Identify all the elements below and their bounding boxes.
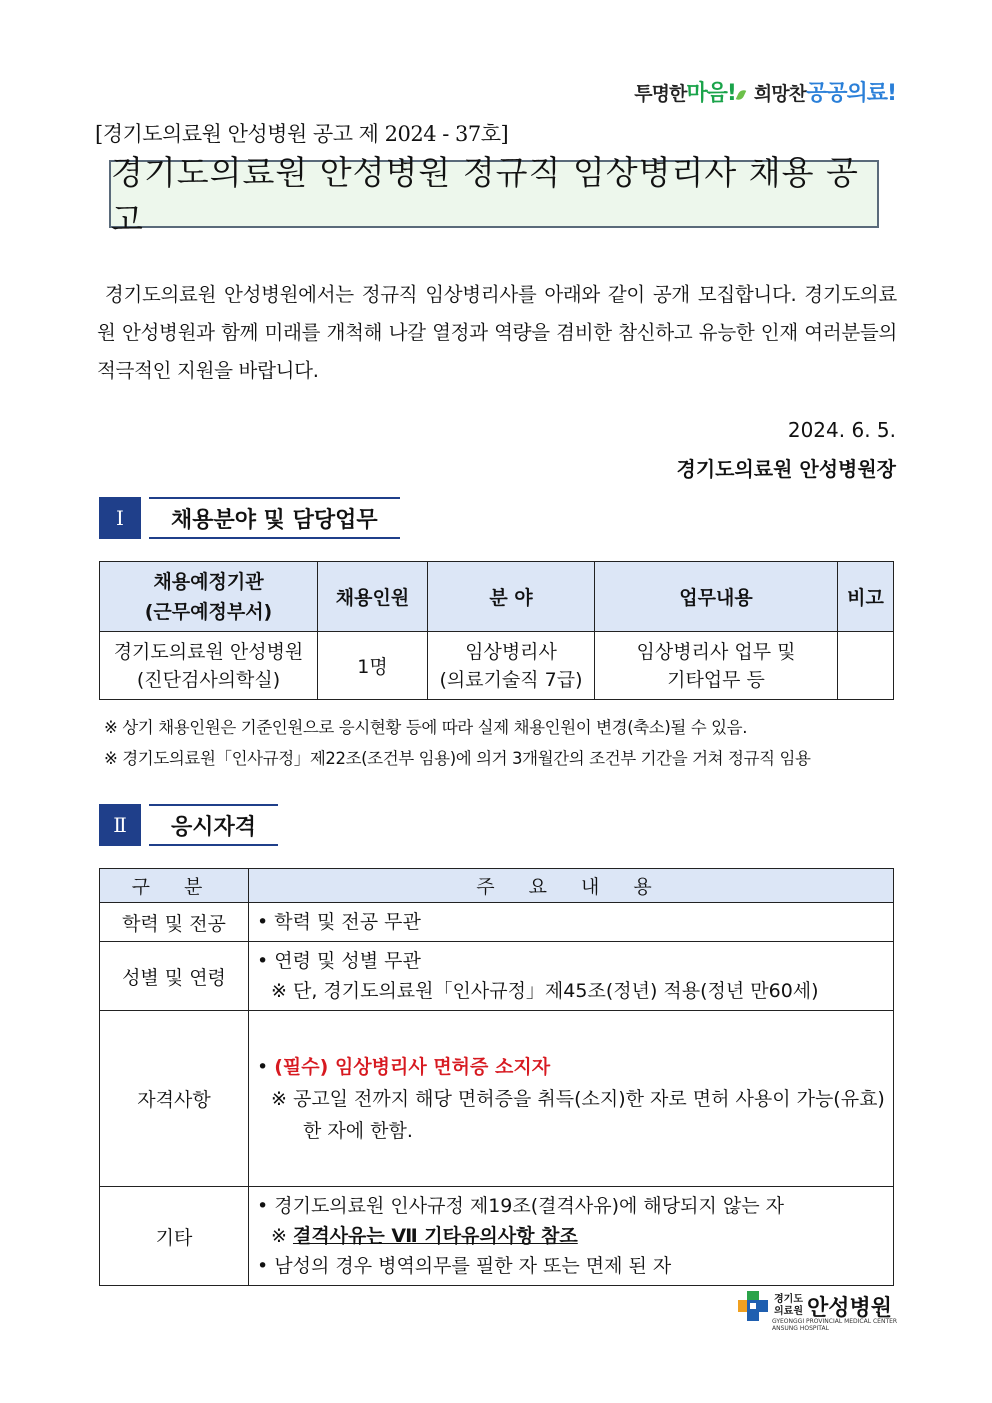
content-line: • 학력 및 전공 무관 xyxy=(257,911,421,933)
header-field: 분 야 xyxy=(428,562,595,632)
notice-number: [경기도의료원 안성병원 공고 제 2024 - 37호] xyxy=(95,122,509,146)
section-2-number: Ⅱ xyxy=(99,804,141,846)
content-line: 한 자에 한함. xyxy=(303,1119,413,1142)
cell-content xyxy=(249,903,894,942)
cell-duty: 임상병리사 업무 및 기타업무 등 xyxy=(595,632,838,700)
cell-category: 성별 및 연령 xyxy=(100,942,249,1011)
header-slogan xyxy=(634,76,896,107)
cell-field: 임상병리사 (의료기술직 7급) xyxy=(428,632,595,700)
logo-eng-1: GYEONGGI PROVINCIAL MEDICAL CENTER xyxy=(772,1318,898,1325)
logo-small-2: 의료원 xyxy=(774,1306,803,1317)
content-line: ※ 공고일 전까지 해당 면허증을 취득(소지)한 자로 면허 사용이 가능(유효) xyxy=(271,1087,885,1110)
notice-date: 2024. 6. 5. xyxy=(787,418,896,442)
content-line xyxy=(257,1051,885,1083)
qualification-table-header xyxy=(100,869,894,903)
slogan-part3: 희망찬 xyxy=(753,83,806,105)
leaf-icon xyxy=(736,88,747,101)
content-line: • 연령 및 성별 무관 xyxy=(257,950,421,972)
cell-note xyxy=(838,632,894,700)
cell-content xyxy=(249,1187,894,1286)
header-count: 채용인원 xyxy=(318,562,428,632)
bullet: • xyxy=(257,1055,275,1078)
header-duty: 업무내용 xyxy=(595,562,838,632)
content-line: • 남성의 경우 병역의무를 필한 자 또는 면제 된 자 xyxy=(257,1255,672,1277)
content-line xyxy=(257,1221,885,1251)
slogan-part1: 투명한 xyxy=(634,83,687,105)
intro-text: 경기도의료원 안성병원에서는 정규직 임상병리사를 아래와 같이 공개 모집합니다. 경기도의료원 안성병원과 함께 미래를 개척해 나갈 열정과 역량을 겸비한 참신하고 유능한 인재 여러분들의 적극적인 지원을 바랍니다. xyxy=(97,283,897,382)
cell-org: 경기도의료원 안성병원 (진단검사의학실) xyxy=(100,632,318,700)
table-row xyxy=(100,903,894,942)
page-title-text: 경기도의료원 안성병원 정규직 임상병리사 채용 공고 xyxy=(111,153,859,239)
issuer: 경기도의료원 안성병원장 xyxy=(676,457,896,481)
cell-category: 학력 및 전공 xyxy=(100,903,249,942)
logo-english xyxy=(772,1318,897,1332)
note-2: ※ 경기도의료원「인사규정」제22조(조건부 임용)에 의거 3개월간의 조건부 기간을 거쳐 정규직 임용 xyxy=(104,749,811,768)
content-line: • 경기도의료원 인사규정 제19조(결격사유)에 해당되지 않는 자 xyxy=(257,1195,784,1217)
cell-content xyxy=(249,942,894,1011)
logo-small-1: 경기도 xyxy=(774,1294,803,1305)
intro-paragraph xyxy=(97,276,897,390)
table-row xyxy=(100,942,894,1011)
logo-small-text xyxy=(774,1294,803,1318)
cell-content xyxy=(249,1011,894,1187)
disqualification-reference: 결격사유는 Ⅶ 기타유의사항 참조 xyxy=(292,1225,578,1247)
section-2-title: 응시자격 xyxy=(149,804,278,846)
hospital-cross-icon xyxy=(736,1289,770,1323)
header-content: 주 요 내 용 xyxy=(249,869,894,903)
header-category: 구 분 xyxy=(100,869,249,903)
hospital-logo xyxy=(736,1289,898,1332)
note-prefix: ※ xyxy=(271,1225,293,1247)
table-row xyxy=(100,1187,894,1286)
note-1: ※ 상기 채용인원은 기준인원으로 응시현황 등에 따라 실제 채용인원이 변경(축소)될 수 있음. xyxy=(104,718,748,737)
table-row xyxy=(100,1011,894,1187)
cell-category: 자격사항 xyxy=(100,1011,249,1187)
cell-category: 기타 xyxy=(100,1187,249,1286)
table-row xyxy=(100,632,894,700)
header-note: 비고 xyxy=(838,562,894,632)
section-1-heading xyxy=(99,497,400,539)
slogan-part2: 마음! xyxy=(686,81,736,106)
recruitment-table-header xyxy=(100,562,894,632)
logo-eng-2: ANSUNG HOSPITAL xyxy=(772,1325,829,1332)
slogan-part4: 공공의료! xyxy=(805,81,896,106)
recruitment-table xyxy=(99,561,894,700)
section-1-title: 채용분야 및 담당업무 xyxy=(149,497,400,539)
logo-name: 안성병원 xyxy=(806,1295,892,1321)
cell-count: 1명 xyxy=(318,632,428,700)
qualification-table xyxy=(99,868,894,1286)
required-license: (필수) 임상병리사 면허증 소지자 xyxy=(274,1055,551,1078)
page-title xyxy=(109,153,879,239)
section-1-number: Ⅰ xyxy=(99,497,141,539)
content-line: ※ 단, 경기도의료원「인사규정」제45조(정년) 적용(정년 만60세) xyxy=(271,980,819,1002)
header-org: 채용예정기관 (근무예정부서) xyxy=(100,562,318,632)
section-2-heading xyxy=(99,804,278,846)
